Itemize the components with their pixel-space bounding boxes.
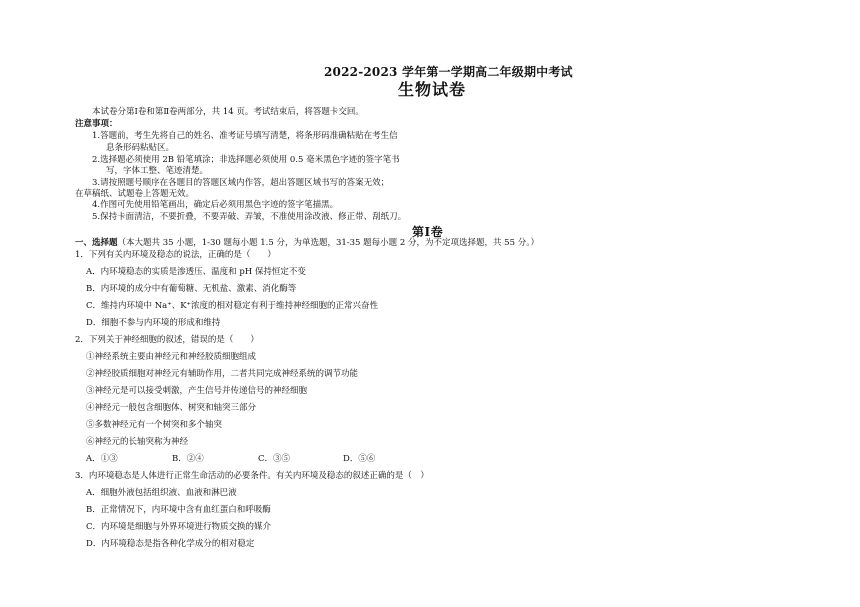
statement-item: ⑤多数神经元有一个树突和多个轴突 xyxy=(86,420,223,430)
choice-d: D．⑤⑥ xyxy=(343,454,376,464)
choice-a: A．①③ xyxy=(86,454,118,464)
option-c: C．维持内环境中 Na⁺、K⁺浓度的相对稳定有利于维持神经细胞的正常兴奋性 xyxy=(86,301,379,311)
note-line: 4.作图可先使用铅笔画出，确定后必须用黑色字迹的签字笔描黑。 xyxy=(92,200,339,210)
section-header xyxy=(75,238,539,248)
intro-text: 本试卷分第Ⅰ卷和第Ⅱ卷两部分，共 14 页。考试结束后，将答题卡交回。 xyxy=(92,107,364,117)
choice-b: B．②④ xyxy=(172,454,204,464)
statement-item: ⑥神经元的长轴突称为神经 xyxy=(86,437,189,447)
part1-heading: 第Ⅰ卷 xyxy=(412,225,444,239)
option-a: A．细胞外液包括组织液、血液和淋巴液 xyxy=(86,488,237,498)
subject-title: 生物试卷 xyxy=(398,80,467,99)
question-stem: 3．内环境稳态是人体进行正常生命活动的必要条件。有关内环境及稳态的叙述正确的是（ ） xyxy=(75,471,429,481)
note-line: 3.请按照题号顺序在各题目的答题区域内作答，超出答题区域书写的答案无效； xyxy=(92,178,390,188)
statement-item: ①神经系统主要由神经元和神经胶质细胞组成 xyxy=(86,352,257,362)
note-line: 5.保持卡面清洁，不要折叠，不要弄破、弄皱，不准使用涂改液、修正带、刮纸刀。 xyxy=(92,212,407,222)
note-line: 写，字体工整、笔迹清楚。 xyxy=(106,166,209,176)
exam-title: 2022-2023 学年第一学期高二年级期中考试 xyxy=(324,65,573,79)
question-stem: 2．下列关于神经细胞的叙述，错误的是（ ） xyxy=(75,335,259,345)
statement-item: ③神经元是可以接受刺激，产生信号并传递信号的神经细胞 xyxy=(86,386,308,396)
note-line: 1.答题前，考生先将自己的姓名、准考证号填写清楚，将条形码准确粘贴在考生信 xyxy=(92,131,398,141)
option-b: B．内环境的成分中有葡萄糖、无机盐、激素、消化酶等 xyxy=(86,284,297,294)
option-a: A．内环境稳态的实质是渗透压、温度和 pH 保持恒定不变 xyxy=(86,267,306,277)
note-line: 息条形码粘贴区。 xyxy=(106,143,175,153)
statement-item: ②神经胶质细胞对神经元有辅助作用，二者共同完成神经系统的调节功能 xyxy=(86,369,359,379)
option-b: B．正常情况下，内环境中含有血红蛋白和呼吸酶 xyxy=(86,505,271,515)
section-label: 一、选择题 xyxy=(75,238,118,248)
choice-c: C．③⑤ xyxy=(258,454,291,464)
option-d: D．细胞不参与内环境的形成和维持 xyxy=(86,318,221,328)
option-c: C．内环境是细胞与外界环境进行物质交换的媒介 xyxy=(86,522,272,532)
notes-heading: 注意事项： xyxy=(75,119,118,129)
note-line: 2.选择题必须使用 2B 铅笔填涂；非选择题必须使用 0.5 毫米黑色字迹的签字笔书 xyxy=(92,155,400,165)
option-d: D．内环境稳态是指各种化学成分的相对稳定 xyxy=(86,539,255,549)
section-text: （本大题共 35 小题，1-30 题每小题 1.5 分，为单选题，31-35 题每小题 2 分，为不定项选择题，共 55 分。） xyxy=(117,238,539,248)
note-line: 在草稿纸、试题卷上答题无效。 xyxy=(75,189,195,199)
statement-item: ④神经元一般包含细胞体、树突和轴突三部分 xyxy=(86,403,257,413)
question-stem: 1．下列有关内环境及稳态的说法，正确的是（ ） xyxy=(75,250,276,260)
